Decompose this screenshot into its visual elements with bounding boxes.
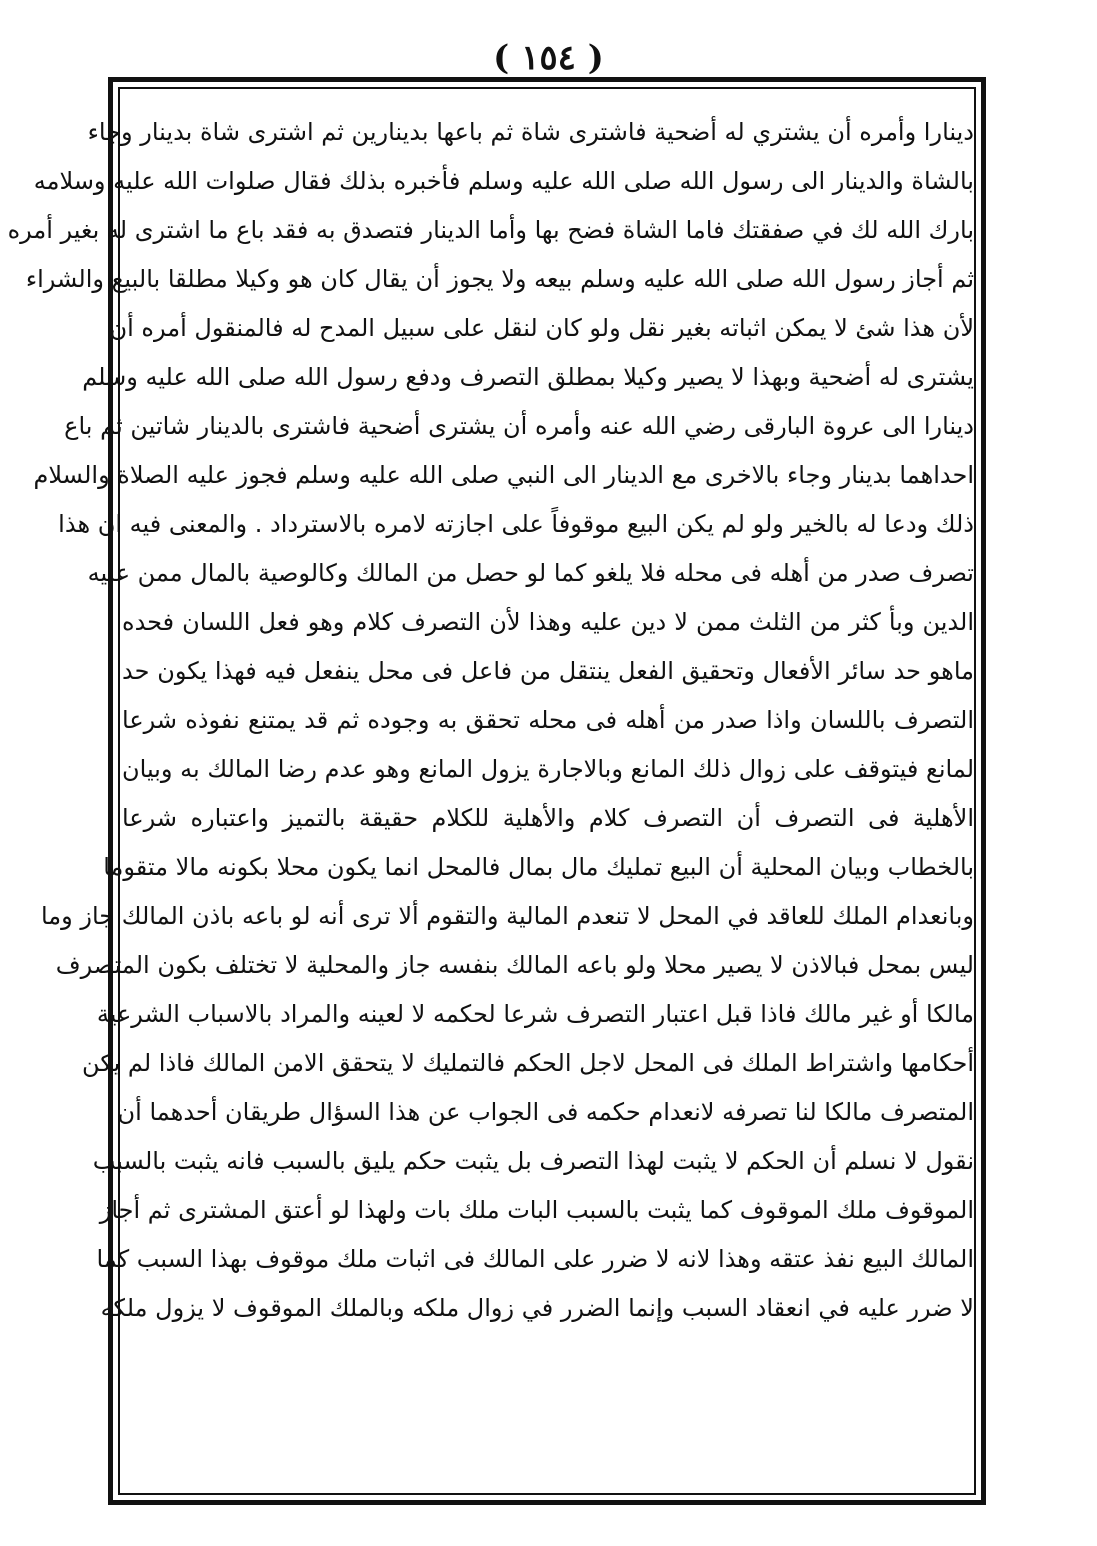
text-line: مالكا أو غير مالك فاذا قبل اعتبار التصرف شرعا لحكمه لا لعينه والمراد بالاسباب الشرعية bbox=[96, 1000, 974, 1028]
text-line: ليس بمحل فبالاذن لا يصير محلا ولو باعه المالك بنفسه جاز والمحلية لا تختلف بكون المتصرف bbox=[55, 951, 974, 979]
text-line: لأن هذا شئ لا يمكن اثباته بغير نقل ولو كان لنقل على سبيل المدح له فالمنقول أمره أن bbox=[109, 314, 974, 342]
body-text bbox=[7, 108, 974, 1488]
text-line: تصرف صدر من أهله فى محله فلا يلغو كما لو حصل من المالك وكالوصية بالمال ممن عليه bbox=[87, 559, 974, 587]
text-line: بالشاة والدينار الى رسول الله صلى الله عليه وسلم فأخبره بذلك فقال صلوات الله عليه وسلامه bbox=[33, 167, 974, 195]
text-line: لا ضرر عليه في انعقاد السبب وإنما الضرر في زوال ملكه وبالملك الموقوف لا يزول ملكه bbox=[100, 1294, 974, 1322]
text-line: الدين وبأ كثر من الثلث ممن لا دين عليه وهذا لأن التصرف كلام وهو فعل اللسان فحده bbox=[122, 608, 974, 636]
text-line: يشترى له أضحية وبهذا لا يصير وكيلا بمطلق التصرف ودفع رسول الله صلى الله عليه وسلم bbox=[82, 363, 974, 391]
text-line: ذلك ودعا له بالخير ولو لم يكن البيع موقوفاً على اجازته لامره بالاسترداد . والمعنى فيه ان هذا bbox=[58, 510, 974, 538]
text-line: ثم أجاز رسول الله صلى الله عليه وسلم بيعه ولا يجوز أن يقال كان هو وكيلا مطلقا بالبيع والشراء bbox=[25, 265, 974, 293]
text-line: الأهلية فى التصرف أن التصرف كلام والأهلية للكلام حقيقة بالتميز واعتباره شرعا bbox=[122, 804, 974, 832]
text-line: وبانعدام الملك للعاقد في المحل لا تنعدم المالية والتقوم ألا ترى أنه لو باعه باذن المالك جاز وما bbox=[40, 902, 974, 930]
text-line: أحكامها واشتراط الملك فى المحل لاجل الحكم فالتمليك لا يتحقق الامن المالك فاذا لم يكن bbox=[82, 1049, 974, 1077]
text-line: ماهو حد سائر الأفعال وتحقيق الفعل ينتقل من فاعل فى محل ينفعل فيه فهذا يكون حد bbox=[122, 657, 974, 685]
text-line: احداهما بدينار وجاء بالاخرى مع الدينار الى النبي صلى الله عليه وسلم فجوز عليه الصلاة والسلام bbox=[33, 461, 974, 489]
text-line: المتصرف مالكا لنا تصرفه لانعدام حكمه فى الجواب عن هذا السؤال طريقان أحدهما أن bbox=[117, 1098, 974, 1126]
text-line: بالخطاب وبيان المحلية أن البيع تمليك مال بمال فالمحل انما يكون محلا بكونه مالا متقوما bbox=[103, 853, 974, 881]
text-line: بارك الله لك في صفقتك فاما الشاة فضح بها وأما الدينار فتصدق به فقد باع ما اشترى له بغير أمره bbox=[7, 216, 974, 244]
text-line: دينارا وأمره أن يشتري له أضحية فاشترى شاة ثم باعها بدينارين ثم اشترى شاة بدينار وجاء bbox=[87, 118, 974, 146]
text-line: الموقوف ملك الموقوف كما يثبت بالسبب البات ملك بات ولهذا لو أعتق المشترى ثم أجاز bbox=[99, 1196, 974, 1224]
text-line: التصرف باللسان واذا صدر من أهله فى محله تحقق به وجوده ثم قد يمتنع نفوذه شرعا bbox=[122, 706, 974, 734]
page-number: ( ١٥٤ ) bbox=[493, 38, 604, 78]
text-line: دينارا الى عروة البارقى رضي الله عنه وأمره أن يشترى أضحية فاشترى بالدينار شاتين ثم باع bbox=[64, 412, 974, 440]
text-line: المالك البيع نفذ عتقه وهذا لانه لا ضرر على المالك فى اثبات ملك موقوف بهذا السبب كما bbox=[96, 1245, 974, 1273]
text-line: لمانع فيتوقف على زوال ذلك المانع وبالاجارة يزول المانع وهو عدم رضا المالك به وبيان bbox=[122, 755, 974, 783]
text-line: نقول لا نسلم أن الحكم لا يثبت لهذا التصرف بل يثبت حكم يليق بالسبب فانه يثبت بالسبب bbox=[92, 1147, 974, 1175]
